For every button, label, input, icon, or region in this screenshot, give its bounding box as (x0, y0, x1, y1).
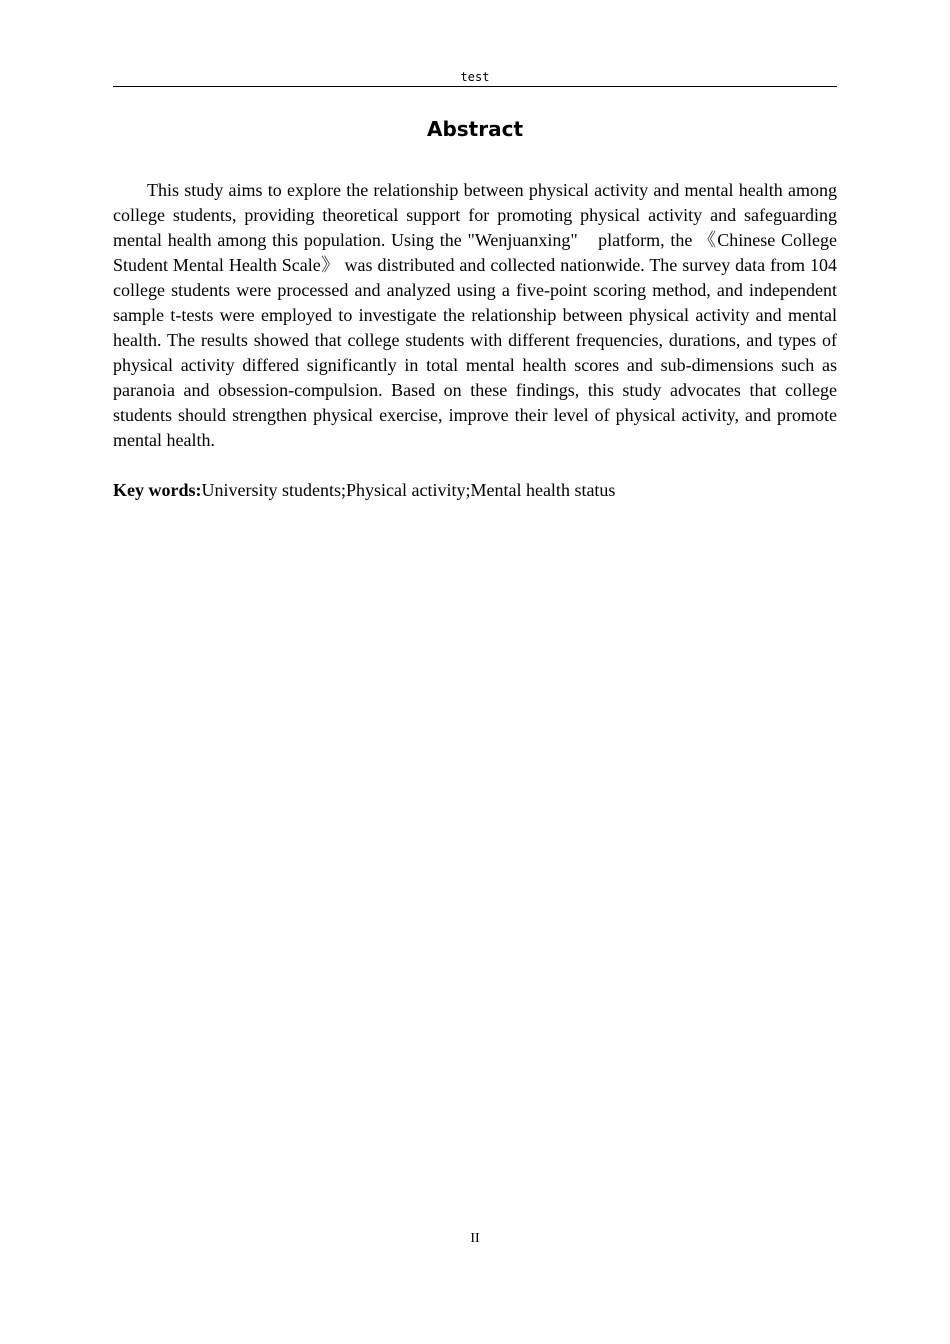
page-number: II (470, 1231, 480, 1246)
abstract-paragraph: This study aims to explore the relationship between physical activity and mental health among college students, providing theoretical support for promoting physical activity and safeguarding mental health among this population. Using the "Wenjuanxing" platform, the 《Chinese College Student Mental Health Scale》 was distributed and collected nationwide. The survey data from 104 college students were processed and analyzed using a five-point scoring method, and independent sample t-tests were employed to investigate the relationship between physical activity and mental health. The results showed that college students with different frequencies, durations, and types of physical activity differed significantly in total mental health scores and sub-dimensions such as paranoia and obsession-compulsion. Based on these findings, this study advocates that college students should strengthen physical exercise, improve their level of physical activity, and promote mental health. (113, 180, 837, 450)
keywords-line (113, 478, 837, 503)
running-header (113, 68, 837, 87)
keywords-label: Key words: (113, 480, 202, 500)
keywords-value: University students;Physical activity;Mental health status (201, 480, 616, 500)
abstract-title: Abstract (426, 117, 524, 141)
header-text: test (460, 70, 490, 84)
